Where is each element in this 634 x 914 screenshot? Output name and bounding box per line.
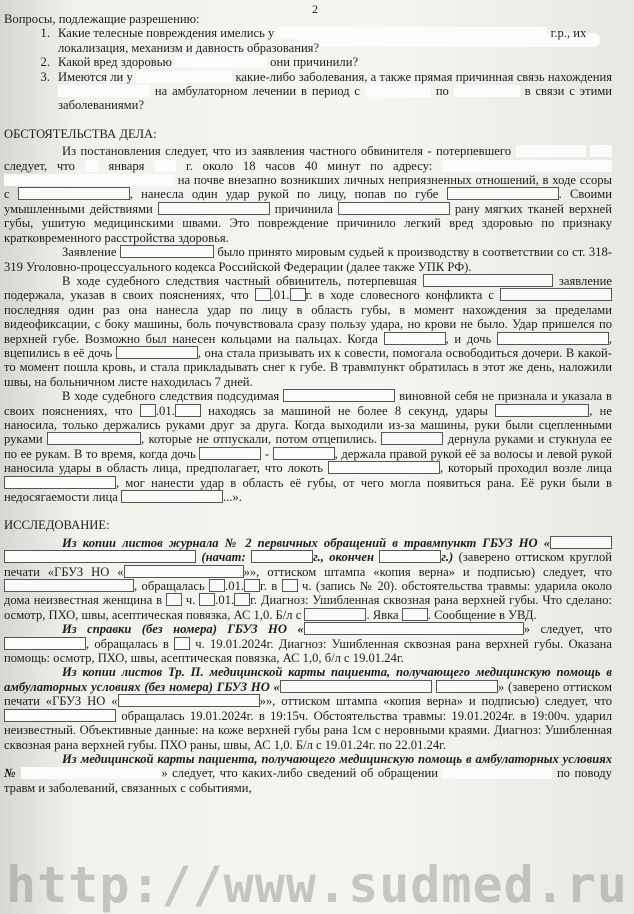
question-2 — [4, 55, 612, 69]
redaction — [255, 288, 271, 301]
redaction — [436, 680, 498, 693]
text-run: рану мягких тканей верхней губы, ушитую медицинскими швами. Это повреждение причинило легкий вред здоровью по признаку кратковременного расстройства здоровья. — [4, 201, 612, 245]
redaction — [328, 461, 440, 474]
redaction — [4, 550, 196, 563]
text-run: на амбулаторном лечении в период с — [154, 84, 361, 99]
text-run: , который проходил возле лица — [439, 461, 612, 476]
redaction — [442, 160, 612, 172]
paragraph-research-3 — [4, 665, 612, 751]
redaction — [4, 709, 116, 722]
redaction — [85, 160, 99, 172]
redaction — [158, 202, 270, 215]
text-run: »», оттиском штампа «копия верна» и подписью) следует, что — [243, 564, 612, 579]
text-run: ...». — [222, 490, 242, 504]
redaction — [280, 680, 432, 693]
text-run: заявление подержала, указав в своих пояснениях, что — [4, 273, 612, 303]
text-run: , обращалась — [134, 579, 205, 594]
redaction — [58, 85, 150, 97]
redaction — [166, 593, 182, 606]
redaction — [454, 85, 520, 97]
text-run: »», оттиском штампа «копия верна» и подписью) следует, что — [259, 694, 612, 709]
text-run: на почве внезапно возникших личных неприязненных отношений, в ходе ссоры с — [4, 173, 612, 202]
text-run: по — [435, 84, 449, 99]
text-run: находясь за машиной не более 8 секунд, удары — [208, 403, 488, 418]
question-3 — [4, 70, 612, 113]
text-run: по поводу травм и заболеваний, связанных с событиями, — [4, 766, 612, 795]
text-run: , которые не отпускали, потом отцепились. — [141, 432, 378, 447]
page-number: 2 — [312, 2, 318, 16]
redaction — [199, 447, 261, 460]
text-run: г.) — [441, 550, 454, 565]
redaction — [124, 565, 244, 578]
redaction — [244, 579, 260, 592]
text-run: . Явка — [366, 607, 399, 622]
text-run: 1. — [40, 26, 50, 41]
text-run: Из постановления следует, что из заявления частного обвинителя - потерпевшего — [62, 144, 512, 159]
text-run: Какой вред здоровью — [58, 55, 172, 70]
text-run: Из копии листов Тр. П. медицинской карты пациента, получающего медицинскую помощь в амбулаторных условиях (без номера) ГБУЗ НО « — [4, 665, 612, 694]
redaction — [209, 579, 225, 592]
text-run: г. около 18 часов 40 минут по адресу: — [186, 158, 433, 173]
redaction — [423, 274, 553, 287]
text-run: . Своими умышленными действиями — [4, 187, 612, 216]
redaction — [338, 202, 450, 215]
redaction — [4, 476, 116, 489]
text-run: г. Диагноз: Ушибленная сквозная рана верхней губы. Что сделано: осмотр, ПХО, швы, асептическая повязка, АС 1,0. Б/л с — [4, 593, 613, 622]
text-run: Какие телесные повреждения имелись у — [58, 26, 275, 41]
redaction — [442, 767, 552, 779]
text-run: .01. — [215, 593, 235, 608]
text-run: » следует, что — [523, 622, 612, 637]
redaction — [379, 550, 441, 563]
text-run: следует, что — [4, 158, 75, 173]
text-run: января — [108, 158, 145, 173]
text-run: г. в ходе словесного конфликта с — [305, 288, 494, 303]
section-title-research: ИССЛЕДОВАНИЕ: — [4, 518, 110, 533]
text-run: 3. — [40, 69, 50, 84]
text-run: ч. — [185, 593, 196, 608]
text-run: последняя один раз она нанесла удар по лицу в область губы, в момент нахождения за пределами видеофиксации, с боку машины, боль почувствовала сразу пользу удара, но крови не было. Удар пришелся по верхней губе. Возможно был нанесен кольцами на пальцах. Когда — [4, 302, 612, 346]
text-run: г.р., их локализация, механизм и давность образования? — [58, 26, 587, 55]
text-run: Заявление — [62, 245, 117, 260]
redaction — [304, 608, 366, 621]
paragraph-research-1 — [4, 536, 612, 622]
redaction — [550, 536, 612, 549]
text-run: , обращалась в — [86, 636, 169, 651]
watermark: http://www.sudmed.ru — [5, 856, 629, 914]
redaction — [384, 332, 446, 345]
text-run: 2. — [40, 55, 50, 70]
paragraph-research-2 — [4, 622, 612, 665]
text-run: какие-либо заболевания, а также прямая причинная связь нахождения — [235, 69, 612, 84]
redaction — [282, 579, 298, 592]
text-run: они причинили? — [270, 55, 359, 70]
paragraph-circumstances-3 — [4, 274, 612, 389]
redaction — [47, 432, 141, 445]
redaction — [516, 145, 586, 157]
redaction — [118, 694, 260, 707]
redaction — [154, 160, 176, 172]
text-run: Из справки (без номера) ГБУЗ НО « — [62, 622, 304, 637]
redaction — [365, 85, 431, 97]
redaction — [4, 637, 86, 650]
text-run: ч. (запись № 20). обстоятельства травмы: ударила около дома неизвестная женщина в — [4, 579, 612, 608]
text-run: причинила — [274, 201, 333, 216]
text-run: .01. — [270, 288, 290, 303]
text-run: » (заверено оттиском печати «ГБУЗ НО « — [4, 679, 612, 709]
text-run: , держала правой рукой её за волосы и левой рукой наносила удары в область лица, предполагает, что локоть — [4, 446, 612, 476]
redaction — [120, 245, 214, 258]
redaction — [140, 404, 156, 417]
redaction — [500, 288, 612, 301]
redaction — [590, 145, 612, 157]
redaction — [283, 389, 395, 402]
redaction — [234, 593, 250, 606]
redaction — [21, 767, 161, 779]
text-run: Из медицинской карты пациента, получающего медицинскую помощь в амбулаторных условиях № — [4, 751, 612, 781]
text-run — [58, 70, 612, 113]
redaction — [304, 622, 524, 635]
redaction — [402, 608, 428, 621]
text-run: было принято мировым судьей к производству в соответствии со ст. 318-319 Уголовно-процессуального кодекса Российской Федерации (далее также УПК РФ). — [4, 245, 612, 274]
section-title-circumstances: ОБСТОЯТЕЛЬСТВА ДЕЛА: — [4, 126, 157, 141]
text-run: виновной себя не признала и указала в своих пояснениях, что — [4, 389, 612, 418]
text-run — [58, 26, 612, 55]
text-run: Имеются ли у — [58, 69, 133, 84]
text-run: , нанесла один удар рукой по лицу, попав по губе — [129, 187, 439, 202]
text-run: , вцепились в её дочь — [4, 331, 612, 360]
document-body — [4, 12, 612, 795]
redaction — [116, 346, 198, 359]
text-run: , и дочь — [445, 331, 492, 346]
redaction — [495, 404, 589, 417]
question-1 — [4, 26, 612, 55]
redaction — [381, 432, 443, 445]
text-run: (заверено оттиском круглой печати «ГБУЗ НО « — [4, 550, 612, 579]
redaction — [447, 187, 559, 200]
redaction — [277, 27, 547, 39]
redaction — [4, 579, 134, 592]
redaction — [136, 71, 232, 83]
text-run: (начат: — [201, 550, 246, 565]
paragraph-research-4 — [4, 752, 612, 795]
text-run: , мог нанести удар в область её губы, от чего могла появиться рана. Её руки были в недосягаемости лица — [4, 475, 612, 504]
text-run: г., окончен — [313, 550, 374, 565]
redaction — [175, 404, 201, 417]
redaction — [175, 56, 267, 68]
paragraph-circumstances-2 — [4, 245, 612, 274]
text-run: дернула руками и стукнула ее по ее рукам. В то время, когда дочь — [4, 432, 612, 461]
questions-intro: Вопросы, подлежащие разрешению: — [4, 12, 200, 26]
text-run: г. в — [260, 579, 278, 594]
redaction — [273, 447, 335, 460]
redaction — [290, 288, 306, 301]
redaction — [121, 490, 223, 503]
redaction — [4, 174, 174, 186]
text-run: , не наносила, только держались руками друг за друга. Когда выходили из-за машины, руки были сцепленными руками — [4, 403, 612, 447]
text-run: обращалась 19.01.2024г. в 19:15ч. Обстоятельства травмы: 19.01.2024г. в 19:00ч. ударил неизвестный. Объективные данные: на коже верхней губы рана 1см с неровными краями. Диагноз: Ушибленная сквозная рана верхней губы. ПХО раны, швы, АС 1,0. Б/л с 19.01.24г. по 22.01.24г. — [4, 708, 612, 752]
paragraph-circumstances-1 — [4, 144, 612, 245]
redaction — [497, 332, 609, 345]
text-run: .01. — [155, 403, 175, 418]
text-run: В ходе судебного следствия частный обвинитель, потерпевшая — [62, 273, 417, 288]
text-run: в связи с этими заболеваниями? — [58, 84, 613, 113]
text-run: В ходе судебного следствия подсудимая — [62, 389, 280, 404]
redaction — [199, 593, 215, 606]
text-run — [58, 55, 612, 69]
text-run: , она стала призывать их к совести, помогала освободиться дочери. В какой-то момент пошла кровь, и стала прикладывать снег к губе. В травмпункт обратилась в этот же день, наложили швы, на больничном листе находилась 7 дней. — [4, 345, 612, 389]
text-run: Из копии листов журнала № 2 первичных обращений в травмпункт ГБУЗ НО « — [62, 535, 550, 550]
paragraph-circumstances-4 — [4, 389, 612, 504]
redaction — [174, 637, 190, 650]
text-run: » следует, что каких-либо сведений об обращении — [161, 766, 438, 781]
redaction — [18, 187, 130, 200]
text-run: ч. 19.01.2024г. Диагноз: Ушибленная сквозная рана верхней губы. Оказана помощь: осмотр, ПХО, швы, асептическая повязка, АС 1,0, б/л с 19.01.24г. — [4, 636, 613, 666]
text-run: - — [264, 446, 270, 461]
text-run: . Сообщение в УВД. — [427, 607, 537, 622]
text-run: .01. — [225, 579, 245, 594]
redaction — [251, 550, 313, 563]
